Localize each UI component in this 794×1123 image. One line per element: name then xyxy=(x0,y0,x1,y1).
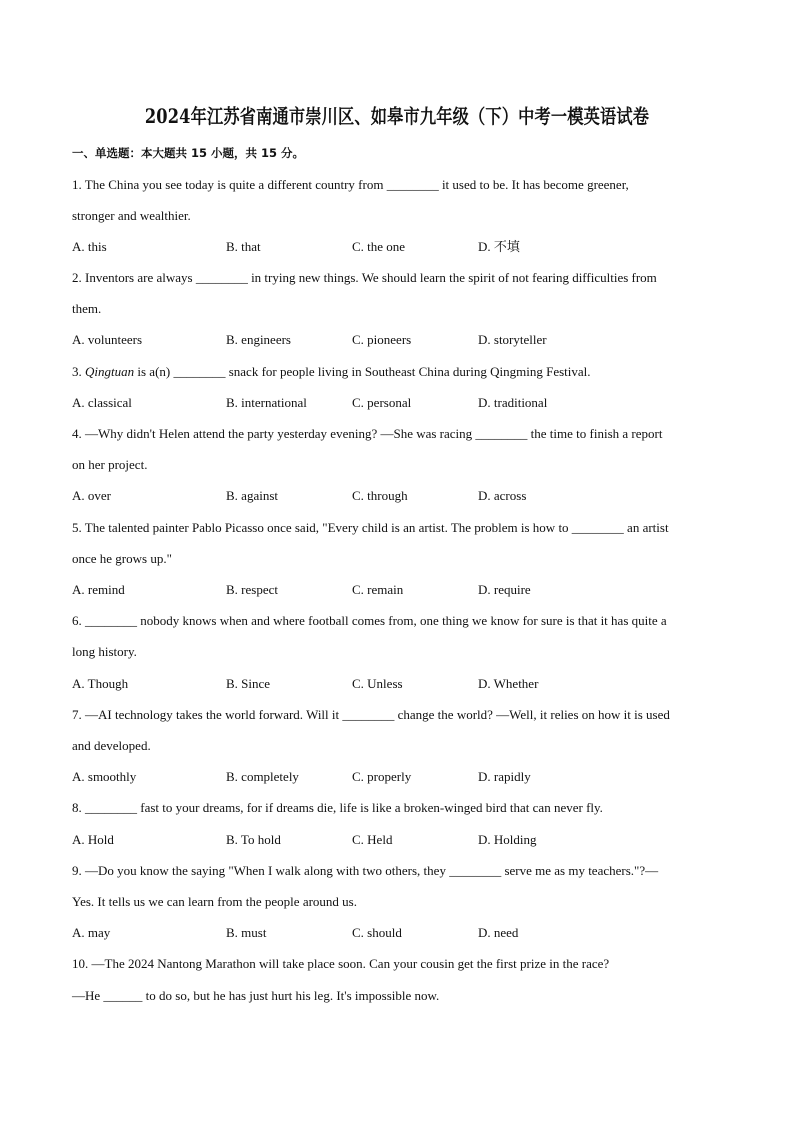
question-8-option-b: B. To hold xyxy=(226,832,281,847)
question-3-option-d: D. traditional xyxy=(478,395,548,410)
question-5-option-a: A. remind xyxy=(72,582,125,597)
question-2-option-d: D. storyteller xyxy=(478,332,547,347)
question-2-line-2: them. xyxy=(72,301,102,316)
question-6-line-2: long history. xyxy=(72,644,137,659)
question-6-line-1: 6. ________ nobody knows when and where football comes from, one thing we know for sure is that it has quite a xyxy=(72,613,667,628)
question-4-line-1: 4. —Why didn't Helen attend the party yesterday evening? —She was racing ________ the time to finish a report xyxy=(72,426,663,441)
question-1-option-d: D. 不填 xyxy=(478,239,520,254)
question-3-line-1 xyxy=(72,364,591,380)
question-10-line-1: 10. —The 2024 Nantong Marathon will take place soon. Can your cousin get the first prize in the race? xyxy=(72,956,610,971)
question-3-term: Qingtuan xyxy=(85,364,135,379)
question-10-line-2: —He ______ to do so, but he has just hurt his leg. It's impossible now. xyxy=(72,988,440,1003)
question-3-rest: is a(n) ________ snack for people living in Southeast China during Qingming Festival. xyxy=(134,364,591,379)
question-9-option-a: A. may xyxy=(72,925,111,940)
question-4-option-c: C. through xyxy=(352,488,408,503)
question-6-option-d: D. Whether xyxy=(478,676,539,691)
question-3-option-b: B. international xyxy=(226,395,307,410)
question-7-option-d: D. rapidly xyxy=(478,769,531,784)
question-2-option-a: A. volunteers xyxy=(72,332,143,347)
question-5-option-c: C. remain xyxy=(352,582,404,597)
question-6-option-b: B. Since xyxy=(226,676,271,691)
question-5-option-d: D. require xyxy=(478,582,531,597)
question-1-line-1: 1. The China you see today is quite a different country from ________ it used to be. It has become greener, xyxy=(72,177,629,192)
question-5-line-2: once he grows up." xyxy=(72,551,172,566)
question-2-option-c: C. pioneers xyxy=(352,332,412,347)
question-2-line-1: 2. Inventors are always ________ in trying new things. We should learn the spirit of not fearing difficulties from xyxy=(72,270,657,285)
question-5-line-1: 5. The talented painter Pablo Picasso once said, "Every child is an artist. The problem is how to ________ an artist xyxy=(72,520,669,535)
question-3-option-a: A. classical xyxy=(72,395,132,410)
question-7-option-a: A. smoothly xyxy=(72,769,137,784)
question-9-option-b: B. must xyxy=(226,925,267,940)
question-8-line-1: 8. ________ fast to your dreams, for if dreams die, life is like a broken-winged bird that can never fly. xyxy=(72,800,603,815)
question-1-line-2: stronger and wealthier. xyxy=(72,208,191,223)
question-3-number: 3. xyxy=(72,364,85,379)
question-5-option-b: B. respect xyxy=(226,582,278,597)
question-7-line-1: 7. —AI technology takes the world forward. Will it ________ change the world? —Well, it relies on how it is used xyxy=(72,707,670,722)
question-9-line-1: 9. —Do you know the saying "When I walk along with two others, they ________ serve me as my teachers."?— xyxy=(72,863,659,878)
question-1-option-c: C. the one xyxy=(352,239,406,254)
question-4-line-2: on her project. xyxy=(72,457,148,472)
question-6-option-a: A. Though xyxy=(72,676,129,691)
question-6-option-c: C. Unless xyxy=(352,676,403,691)
question-9-option-c: C. should xyxy=(352,925,402,940)
question-4-option-d: D. across xyxy=(478,488,527,503)
question-4-option-b: B. against xyxy=(226,488,278,503)
question-2-option-b: B. engineers xyxy=(226,332,291,347)
question-7-option-b: B. completely xyxy=(226,769,299,784)
question-9-line-2: Yes. It tells us we can learn from the people around us. xyxy=(72,894,357,909)
question-8-option-d: D. Holding xyxy=(478,832,537,847)
question-8-option-a: A. Hold xyxy=(72,832,114,847)
question-7-option-c: C. properly xyxy=(352,769,412,784)
question-1-option-a: A. this xyxy=(72,239,107,254)
section-heading: 一、单选题：本大题共 15 小题，共 15 分。 xyxy=(72,146,305,160)
question-7-line-2: and developed. xyxy=(72,738,151,753)
question-1-option-b: B. that xyxy=(226,239,261,254)
question-4-option-a: A. over xyxy=(72,488,111,503)
page-title: 2024年江苏省南通市崇川区、如皋市九年级（下）中考一模英语试卷 xyxy=(144,105,650,128)
question-8-option-c: C. Held xyxy=(352,832,393,847)
question-9-option-d: D. need xyxy=(478,925,519,940)
question-3-option-c: C. personal xyxy=(352,395,412,410)
